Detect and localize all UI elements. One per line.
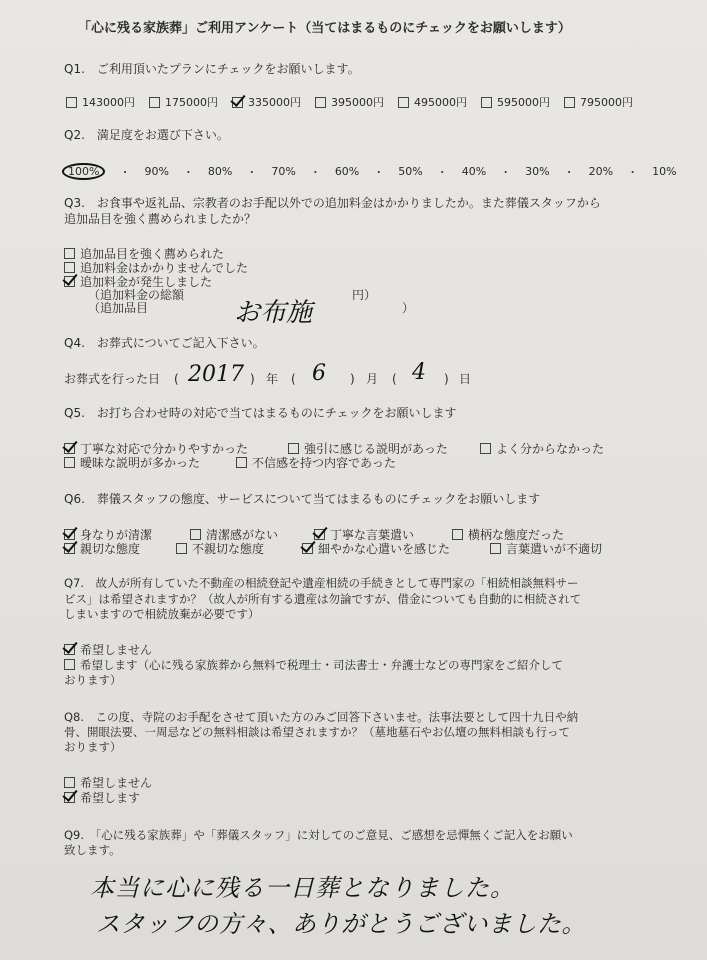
q6-option-3[interactable]: 丁寧な言葉遣い [314,528,414,542]
scale-60[interactable]: 60% [334,165,360,178]
q3-option-2[interactable]: 追加料金はかかりませんでした [64,261,248,275]
checkbox-checked[interactable] [64,276,75,287]
scale-100-selected[interactable]: 100% [62,163,105,180]
checkbox-checked[interactable] [64,644,75,655]
q6-option-5[interactable]: 親切な態度 [64,542,140,556]
checkbox[interactable] [64,659,75,670]
q6-option-2[interactable]: 清潔感がない [190,528,278,542]
checkbox[interactable] [64,457,75,468]
checkbox[interactable] [288,443,299,454]
paren-open: ( [174,372,179,386]
q8-option-2[interactable]: 希望します [64,791,140,805]
checkbox[interactable] [190,529,201,540]
q1-option-5[interactable]: 495000円 [398,94,467,110]
q9-handwritten-answer-line1: 本当に心に残る一日葬となりました。 [90,874,515,902]
q3-item-handwritten: お布施 [234,298,313,328]
q6-option-8[interactable]: 言葉遣いが不適切 [490,542,602,556]
q5-question: Q5. お打ち合わせ時の対応で当てはまるものにチェックをお願いします [64,406,457,420]
q5-option-3[interactable]: よく分からなかった [480,442,604,456]
q1-option-2[interactable]: 175000円 [149,94,218,110]
q1-option-1[interactable]: 143000円 [66,94,135,110]
checkbox-checked[interactable] [64,792,75,803]
paren-close: ) [250,372,255,386]
scale-40[interactable]: 40% [461,165,487,178]
checkbox[interactable] [176,543,187,554]
scale-80[interactable]: 80% [207,165,233,178]
checkbox[interactable] [66,97,77,108]
q6-option-4[interactable]: 横柄な態度だった [452,528,564,542]
checkbox[interactable] [149,97,160,108]
checkbox-checked[interactable] [314,529,325,540]
q5-option-1[interactable]: 丁寧な対応で分かりやすかった [64,442,248,456]
scale-90[interactable]: 90% [144,165,169,178]
q3-question-line1: Q3. お食事や返礼品、宗教者のお手配以外での追加料金はかかりましたか。また葬儀スタッフから [64,196,601,210]
q3-option-3[interactable]: 追加料金が発生しました [64,275,212,289]
checkbox[interactable] [452,529,463,540]
q9-question-line1: Q9. 「心に残る家族葬」や「葬儀スタッフ」に対してのご意見、ご感想を忌憚無くご記入をお願い [64,828,573,842]
checkbox-checked[interactable] [232,97,243,108]
checkbox[interactable] [315,97,326,108]
q3-question-line2: 追加品目を強く薦められましたか？ [64,212,257,226]
q7-question-line1: Q7. 故人が所有していた不動産の相続登記や遺産相続の手続きとして専門家の「相続相談無料サー [64,576,579,590]
q3-option-1[interactable]: 追加品目を強く薦められた [64,247,224,261]
q4-day-value: 4 [412,360,426,385]
q7-option-2[interactable]: 希望します（心に残る家族葬から無料で税理士・司法書士・弁護士などの専門家をご紹介して [64,658,563,672]
q4-month-unit: 月 [366,372,379,386]
q4-year-value: 2017 [188,362,244,387]
q5-option-2[interactable]: 強引に感じる説明があった [288,442,448,456]
scale-70[interactable]: 70% [271,165,296,178]
survey-title: 「心に残る家族葬」ご利用アンケート（当てはまるものにチェックをお願いします） [78,21,571,36]
checkbox-checked[interactable] [302,543,313,554]
q6-question: Q6. 葬儀スタッフの態度、サービスについて当てはまるものにチェックをお願いします [64,492,541,506]
q1-option-6[interactable]: 595000円 [481,94,550,110]
q6-option-6[interactable]: 不親切な態度 [176,542,264,556]
q4-day-unit: 日 [459,372,472,386]
q2-question: Q2. 満足度をお選び下さい。 [64,128,229,142]
q7-question-line3: しまいますので相続放棄が必要です） [64,607,260,621]
checkbox[interactable] [398,97,409,108]
paren-close: ) [350,372,355,386]
q7-question-line2: ビス」は希望されますか？（故人が所有する遺産は勿論ですが、借金についても自動的に相続されて [64,592,582,606]
q6-option-1[interactable]: 身なりが清潔 [64,528,152,542]
paren-close: ) [444,372,449,386]
checkbox[interactable] [480,443,491,454]
q9-question-line2: 致します。 [64,843,121,857]
q5-option-4[interactable]: 曖昧な説明が多かった [64,456,200,470]
checkbox[interactable] [64,248,75,259]
q7-option-1[interactable]: 希望しません [64,643,152,657]
checkbox[interactable] [481,97,492,108]
checkbox[interactable] [236,457,247,468]
q5-option-5[interactable]: 不信感を持つ内容であった [236,456,396,470]
checkbox-checked[interactable] [64,443,75,454]
q9-handwritten-answer-line2: スタッフの方々、ありがとうございました。 [96,910,586,938]
scale-30[interactable]: 30% [525,165,550,178]
q3-total-label: （追加料金の総額 [88,288,185,302]
q4-date-label: お葬式を行った日 [64,372,161,386]
scale-50[interactable]: 50% [398,165,423,178]
scale-20[interactable]: 20% [588,165,614,178]
q8-question-line3: おります） [64,740,122,754]
q1-option-7[interactable]: 795000円 [564,94,633,110]
q4-year-unit: 年 [266,372,279,386]
q4-question: Q4. お葬式についてご記入下さい。 [64,336,265,350]
q7-option-2-continued: おります） [64,673,122,687]
q6-option-7[interactable]: 細やかな心遣いを感じた [302,542,450,556]
q8-option-1[interactable]: 希望しません [64,776,152,790]
q1-question: Q1. ご利用頂いたプランにチェックをお願いします。 [64,62,360,76]
q8-question-line1: Q8. この度、寺院のお手配をさせて頂いた方のみご回答下さいませ。法事法要として四十九日や納 [64,710,579,724]
checkbox-checked[interactable] [64,543,75,554]
q3-item-close: ） [402,301,415,315]
checkbox[interactable] [490,543,501,554]
paren-open: ( [291,372,296,386]
q3-total-unit: 円） [352,288,377,302]
q1-options [66,94,647,110]
scale-10[interactable]: 10% [652,165,677,178]
q1-option-3[interactable]: 335000円 [232,94,301,110]
q1-option-4[interactable]: 395000円 [315,94,384,110]
checkbox[interactable] [564,97,575,108]
q8-question-line2: 骨、開眼法要、一周忌などの無料相談は希望されますか？（墓地墓石やお仏壇の無料相談も行って [64,725,570,739]
q2-scale: 100% ・ 90% ・ 80% ・ 70% ・ 60% ・ 50% ・ 40% ・ 30% ・ 20% ・ 10% [62,163,677,180]
q3-item-label: （追加品目 [88,301,149,315]
paren-open: ( [392,372,397,386]
q4-month-value: 6 [312,361,326,386]
